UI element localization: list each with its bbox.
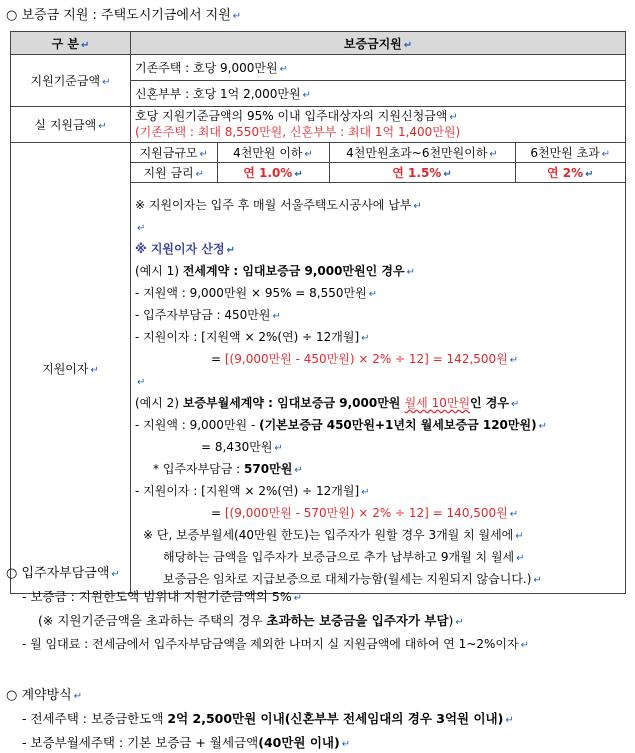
row-label-actual-amount: 실 지원금액 ↵ bbox=[11, 107, 131, 143]
base-amount-newlywed: 신혼부부 : 호당 1억 2,000만원 ↵ bbox=[131, 81, 626, 107]
section-heading-deposit-support bbox=[6, 4, 241, 23]
detail-line-calc-title: ※ 지원이자 산정 ↵ bbox=[135, 242, 235, 256]
detail-line-example1: (예시 1) 전세계약 : 임대보증금 9,000만원인 경우 ↵ bbox=[135, 264, 415, 278]
section2-title: 입주자부담금액 bbox=[21, 566, 110, 581]
actual-amount-cell bbox=[131, 107, 626, 143]
col-header-deposit-support: 보증금지원 ↵ bbox=[131, 32, 626, 55]
rate-header-tier1: 4천만원 이하 ↵ bbox=[217, 143, 329, 163]
interest-detail-cell bbox=[131, 183, 626, 594]
section3-line1: - 전세주택 : 보증금한도액 2억 2,500만원 이내(신혼부부 전세임대의 경우 3억원 이내) ↵ bbox=[22, 711, 514, 726]
circle-bullet-icon: ○ bbox=[6, 688, 18, 703]
rate-header-tier3: 6천만원 초과 ↵ bbox=[515, 143, 625, 163]
actual-amount-line1: 호당 지원기준금액의 95% 이내 입주대상자의 지원신청금액 ↵ bbox=[135, 109, 458, 123]
detail-line-note1: ※ 단, 보증부월세(40만원 한도)는 입주자가 원할 경우 3개월 치 월세에 ↵ bbox=[143, 528, 524, 542]
rate-row-label: 지원 금리 ↵ bbox=[131, 163, 217, 183]
detail-blank2: ↵ bbox=[137, 377, 146, 388]
detail-line-ex2-burden: * 입주자부담금 : 570만원 ↵ bbox=[153, 462, 303, 476]
interest-rate-table bbox=[131, 143, 625, 182]
detail-line-ex1-burden: - 입주자부담금 : 450만원 ↵ bbox=[135, 308, 281, 322]
detail-blank: ↵ bbox=[137, 223, 146, 234]
section2-line2: (※ 지원기준금액을 초과하는 주택의 경우 초과하는 보증금을 입주자가 부담) ↵ bbox=[38, 613, 464, 628]
base-amount-existing: 기존주택 : 호당 9,000만원 ↵ bbox=[131, 55, 626, 81]
interest-rate-cell bbox=[131, 143, 626, 183]
detail-line-ex2-result: = 8,430만원 ↵ bbox=[201, 440, 283, 454]
row-label-support-interest: 지원이자 ↵ bbox=[11, 143, 131, 594]
col-header-category: 구 분 ↵ bbox=[11, 32, 131, 55]
rate-value-tier1: 연 1.0% ↵ bbox=[217, 163, 329, 183]
heading-text: 보증금 지원 : 주택도시기금에서 지원 bbox=[21, 8, 231, 23]
section2-line1: - 보증금 : 지원한도액 범위내 지원기준금액의 5% ↵ bbox=[22, 589, 303, 604]
deposit-support-table bbox=[10, 31, 626, 594]
detail-line-ex2-formula: = [(9,000만원 - 570만원) × 2% ÷ 12] = 140,500원 ↵ bbox=[211, 506, 519, 520]
paragraph-mark-icon: ↵ bbox=[232, 11, 242, 22]
section-heading-tenant-burden: ○ 입주자부담금액 ↵ bbox=[6, 566, 120, 581]
detail-line-ex1-formula: = [(9,000만원 - 450만원) × 2% ÷ 12] = 142,500원 ↵ bbox=[211, 352, 519, 366]
rate-header-tier2: 4천만원초과~6천만원이하 ↵ bbox=[329, 143, 515, 163]
section3-line2: - 보증부월세주택 : 기본 보증금 + 월세금액(40만원 이내) ↵ bbox=[22, 735, 351, 750]
rate-value-tier3: 연 2% ↵ bbox=[515, 163, 625, 183]
detail-line-ex1-amount: - 지원액 : 9,000만원 × 95% = 8,550만원 ↵ bbox=[135, 286, 378, 300]
actual-amount-line2: (기존주택 : 최대 8,550만원, 신혼부부 : 최대 1억 1,400만원) bbox=[135, 125, 461, 139]
rate-value-tier2: 연 1.5% ↵ bbox=[329, 163, 515, 183]
detail-line-payment: ※ 지원이자는 입주 후 매월 서울주택도시공사에 납부 ↵ bbox=[135, 198, 422, 212]
detail-line-note2: 해당하는 금액을 입주자가 보증금으로 추가 납부하고 9개월 치 월세 ↵ bbox=[163, 550, 525, 564]
circle-bullet-icon: ○ bbox=[6, 8, 18, 23]
detail-line-note3: 보증금은 임차로 지급보증으로 대체가능함(월세는 지원되지 않습니다.) ↵ bbox=[163, 572, 542, 586]
detail-line-ex2-interest: - 지원이자 : [지원액 × 2%(연) ÷ 12개월] ↵ bbox=[135, 484, 370, 498]
section2-line3: - 월 임대료 : 전세금에서 입주자부담금액을 제외한 나머지 실 지원금액에 대하여 연 1~2%이자 ↵ bbox=[22, 637, 529, 651]
row-label-base-amount: 지원기준금액 ↵ bbox=[11, 55, 131, 107]
detail-line-ex2-amount: - 지원액 : 9,000만원 - (기본보증금 450만원+1년치 월세보증금 120만원) ↵ bbox=[135, 418, 547, 432]
detail-line-ex1-interest: - 지원이자 : [지원액 × 2%(연) ÷ 12개월] ↵ bbox=[135, 330, 370, 344]
detail-line-example2: (예시 2) 보증부월세계약 : 임대보증금 9,000만원 월세 10만원인 경우 ↵ bbox=[135, 396, 520, 410]
section-heading-contract: ○ 계약방식 ↵ bbox=[6, 688, 83, 703]
rate-header-scale: 지원금규모 ↵ bbox=[131, 143, 217, 163]
section3-title: 계약방식 bbox=[21, 688, 72, 703]
circle-bullet-icon: ○ bbox=[6, 566, 18, 581]
